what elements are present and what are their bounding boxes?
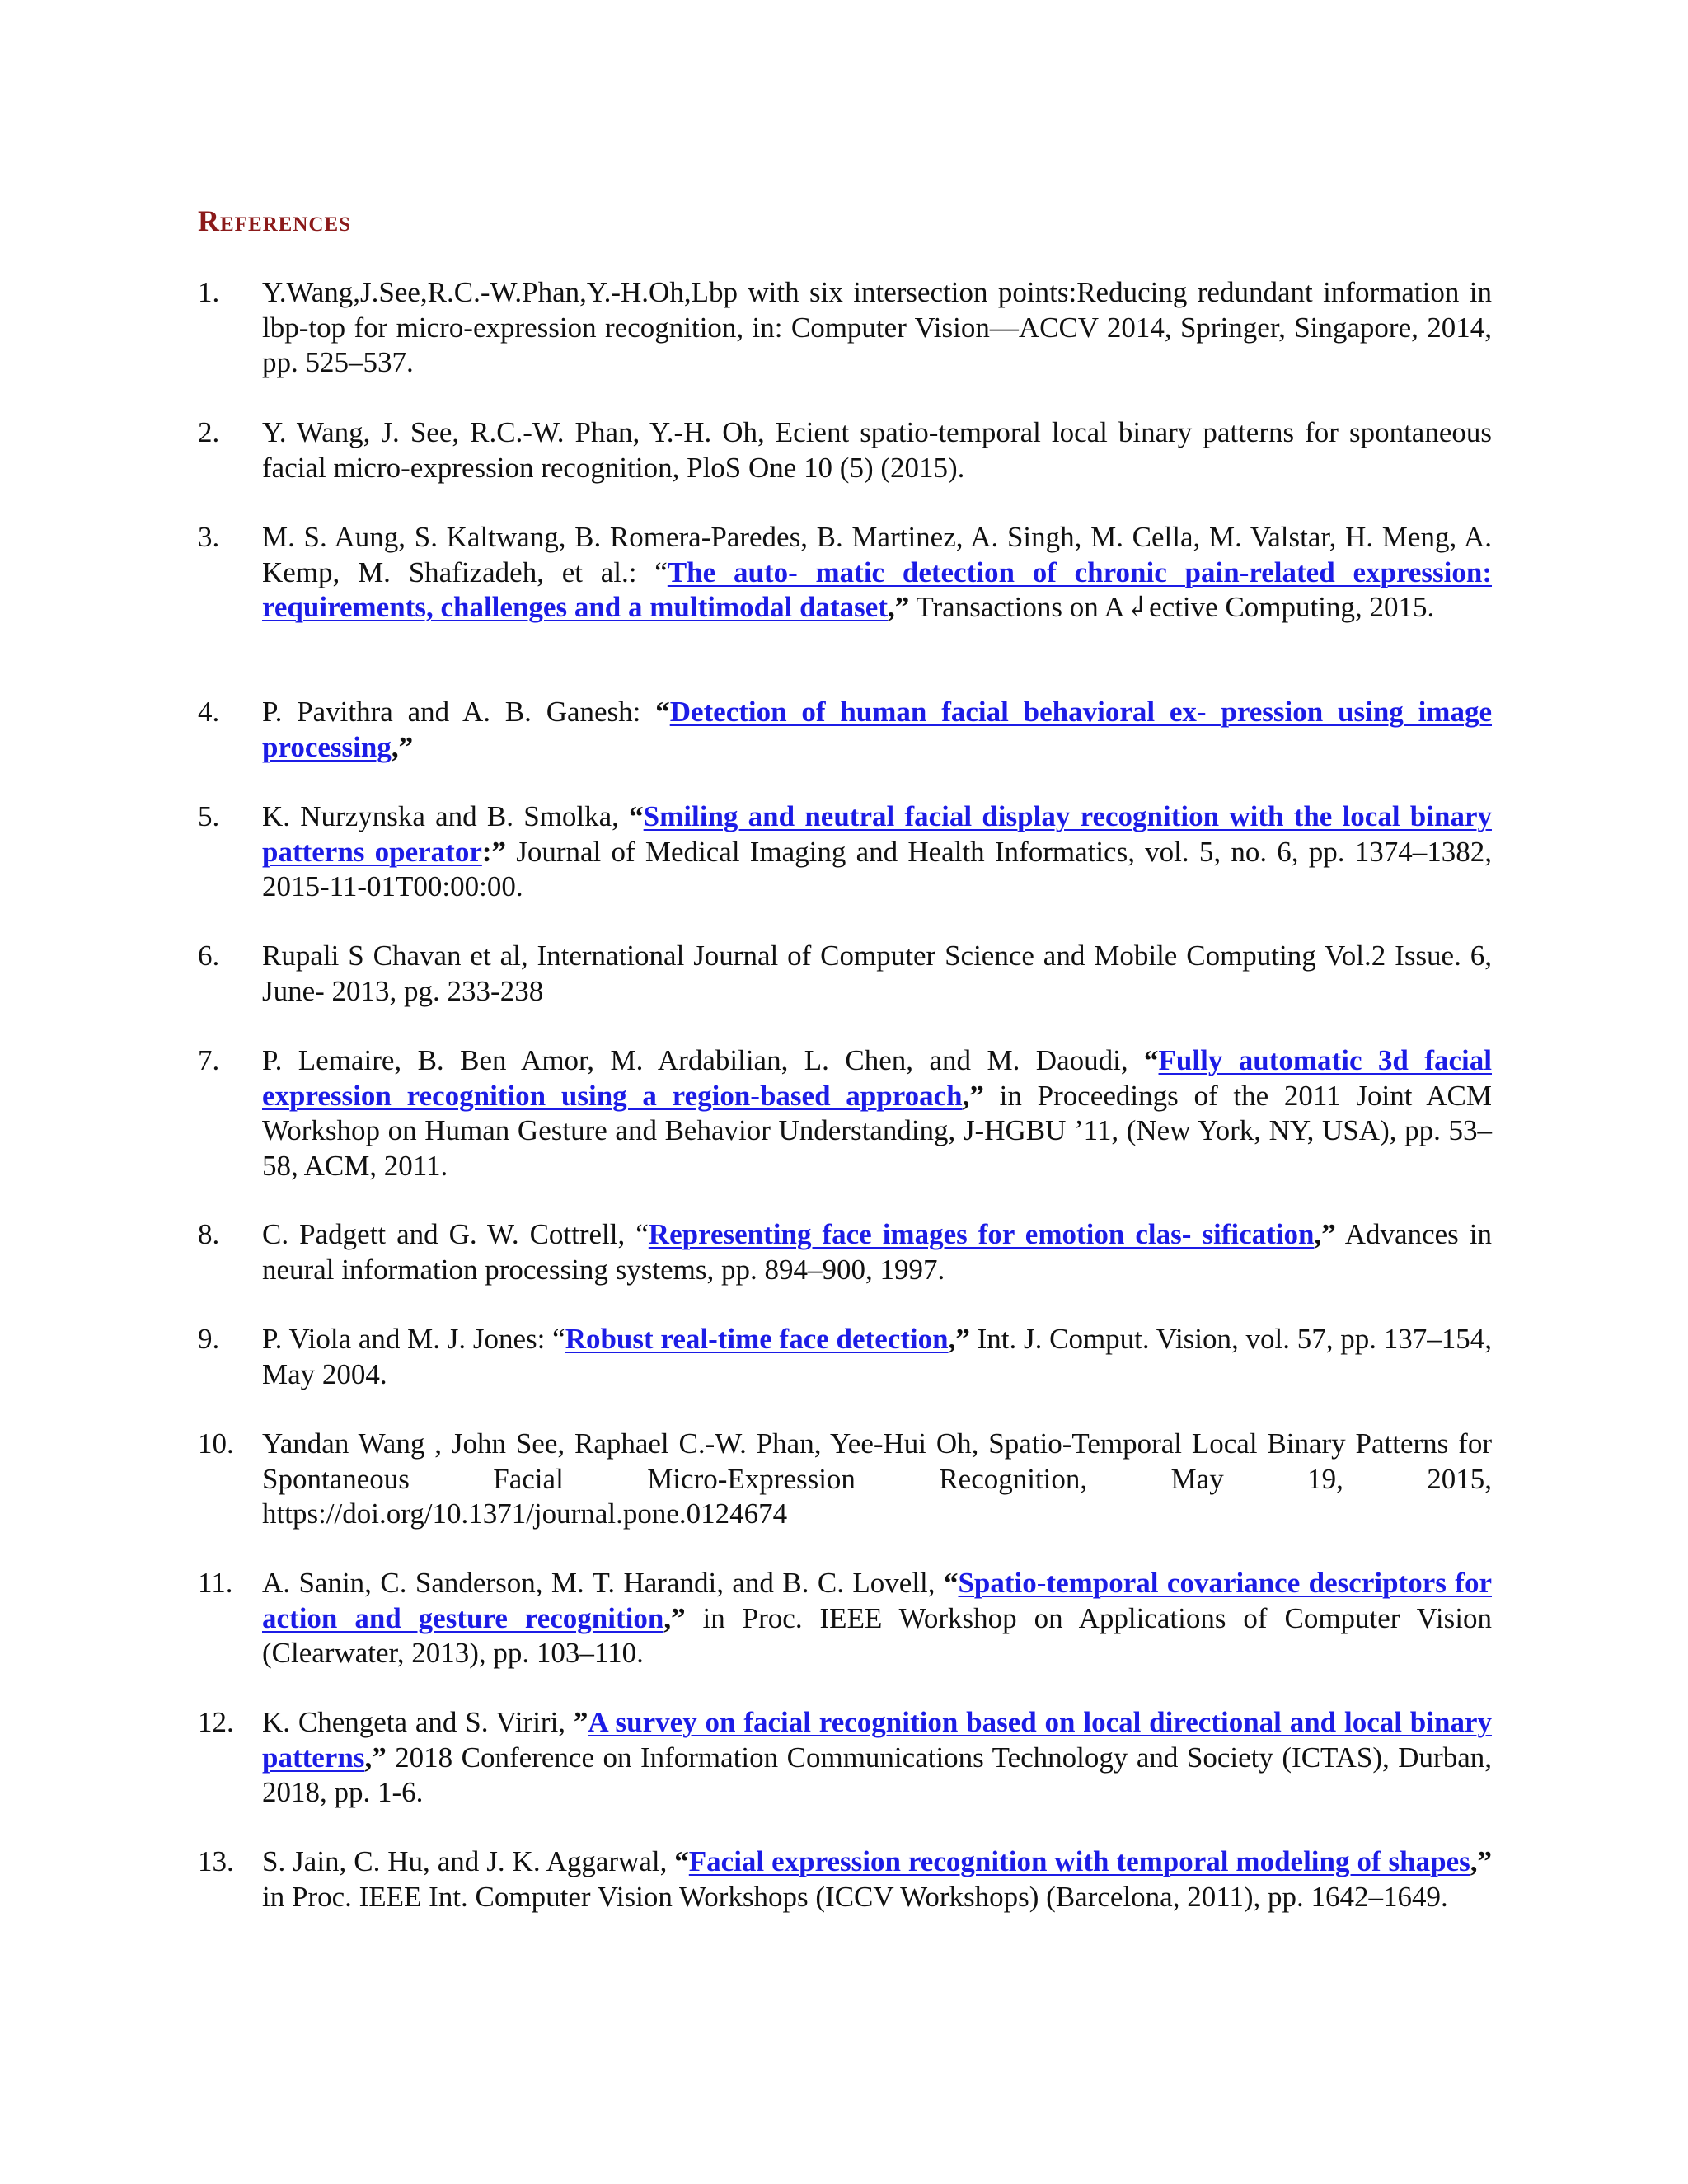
reference-citation: Yandan Wang , John See, Raphael C.-W. Phan, Yee-Hui Oh, Spatio-Temporal Local Binary Patterns for Spontaneous Facial Micro-Expression Recognition, May 19, 2015, https://doi.org/10.1371/journal.pone.0124674 [262,1427,1492,1530]
reference-item [198,275,1492,381]
reference-number: 6. [198,940,220,972]
reference-text [262,939,1492,1009]
closing-quote: ,” [962,1079,984,1112]
reference-item [198,1322,1492,1392]
reference-number: 9. [198,1323,220,1355]
reference-text [262,1217,1492,1287]
reference-number: 8. [198,1218,220,1250]
reference-authors: A. Sanin, C. Sanderson, M. T. Harandi, and B. C. Lovell, [262,1567,944,1599]
opening-quote: “ [1144,1044,1159,1076]
reference-title-link[interactable]: A survey on facial recognition based on local directional and local binary patterns [262,1706,1492,1774]
reference-venue: Advances in neural information processing systems, pp. 894–900, 1997. [262,1218,1493,1286]
reference-item [198,1427,1492,1532]
opening-quote: “ [674,1845,689,1877]
reference-title-link[interactable]: Facial expression recognition with temporal modeling of shapes [688,1845,1470,1877]
reference-venue: in Proc. IEEE Workshop on Applications of Computer Vision (Clearwater, 2013), pp. 103–110. [262,1601,1492,1669]
reference-number: 3. [198,521,220,553]
reference-number: 12. [198,1706,234,1738]
reference-title-link[interactable]: Smiling and neutral facial display recognition with the local binary patterns operator [262,800,1492,868]
reference-text [262,1844,1492,1915]
closing-quote: ,” [364,1741,387,1774]
reference-citation: Rupali S Chavan et al, International Journal of Computer Science and Mobile Computing Vol.2 Issue. 6, June- 2013, pg. 233-238 [262,940,1492,1007]
closing-quote: ,” [391,730,414,763]
reference-title-link[interactable]: Robust real-time face detection [565,1323,949,1355]
reference-citation: Y. Wang, J. See, R.C.-W. Phan, Y.-H. Oh, Ecient spatio-temporal local binary patterns for spontaneous facial micro-expression recognition, PloS One 10 (5) (2015). [262,416,1492,484]
reference-item [198,1217,1492,1287]
reference-venue: Transactions on A↲ective Computing, 2015. [909,591,1435,623]
closing-quote: ,” [1314,1218,1336,1250]
closing-quote: ,” [663,1601,686,1634]
reference-text [262,1043,1492,1183]
reference-venue: in Proceedings of the 2011 Joint ACM Workshop on Human Gesture and Behavior Understanding, J-HGBU ’11, (New York, NY, USA), pp. 53–58, ACM, 2011. [262,1079,1492,1182]
reference-title-link[interactable]: Spatio-temporal covariance descriptors for action and gesture recognition [262,1567,1492,1634]
closing-quote: :” [481,835,507,868]
reference-item [198,415,1492,485]
reference-citation: Y.Wang,J.See,R.C.-W.Phan,Y.-H.Oh,Lbp with six intersection points:Reducing redundant information in lbp-top for micro-expression recognition, in: Computer Vision—ACCV 2014, Springer, Singapore, 2014, pp. 525–537. [262,276,1492,378]
opening-quote: “ [943,1567,959,1599]
reference-title-link[interactable]: The auto- matic detection of chronic pain-related expression: requirements, challenges and a multimodal dataset [262,555,1492,623]
reference-authors: K. Nurzynska and B. Smolka, [262,800,630,832]
reference-number: 10. [198,1427,234,1460]
reference-number: 11. [198,1567,233,1599]
reference-text [262,520,1492,626]
reference-title-link[interactable]: Representing face images for emotion clas- sification [648,1218,1315,1250]
reference-authors: M. S. Aung, S. Kaltwang, B. Romera-Paredes, B. Martinez, A. Singh, M. Cella, M. Valstar, H. Meng, A. Kemp, M. Shafizadeh, et al.: “ [262,521,1492,588]
reference-number: 5. [198,800,220,832]
opening-quote: “ [629,800,644,832]
reference-authors: P. Viola and M. J. Jones: “ [262,1323,565,1355]
reference-number: 13. [198,1845,234,1877]
reference-text [262,799,1492,905]
reference-text [262,415,1492,485]
reference-text [262,1322,1492,1392]
reference-item [198,695,1492,765]
reference-venue: 2018 Conference on Information Communications Technology and Society (ICTAS), Durban, 2018, pp. 1-6. [262,1741,1492,1808]
reference-number: 1. [198,276,220,308]
reference-title-link[interactable]: Detection of human facial behavioral ex- pression using image processing [262,696,1492,763]
reference-item [198,1705,1492,1811]
reference-item [198,799,1492,905]
reference-item [198,1844,1492,1915]
reference-item [198,939,1492,1009]
reference-authors: P. Lemaire, B. Ben Amor, M. Ardabilian, L. Chen, and M. Daoudi, [262,1044,1145,1076]
section-heading: References [198,204,352,237]
reference-authors: P. Pavithra and A. B. Ganesh: [262,696,656,728]
closing-quote: ,” [948,1323,970,1355]
reference-authors: K. Chengeta and S. Viriri, [262,1706,574,1738]
reference-item [198,1043,1492,1183]
reference-authors: C. Padgett and G. W. Cottrell, “ [262,1218,649,1250]
reference-authors: S. Jain, C. Hu, and J. K. Aggarwal, [262,1845,675,1877]
reference-venue: Journal of Medical Imaging and Health Informatics, vol. 5, no. 6, pp. 1374–1382, 2015-11-01T00:00:00. [262,835,1492,902]
reference-item [198,520,1492,626]
reference-text [262,1705,1492,1811]
opening-quote: ” [573,1706,588,1738]
reference-venue: in Proc. IEEE Int. Computer Vision Workshops (ICCV Workshops) (Barcelona, 2011), pp. 1642–1649. [262,1880,1448,1913]
reference-venue: Int. J. Comput. Vision, vol. 57, pp. 137–154, May 2004. [262,1323,1492,1390]
closing-quote: ,” [888,591,910,623]
reference-text [262,275,1492,381]
closing-quote: ,” [1470,1845,1493,1877]
reference-text [262,695,1492,765]
reference-number: 4. [198,696,220,728]
reference-text [262,1427,1492,1532]
reference-item [198,1566,1492,1671]
opening-quote: “ [655,696,670,728]
reference-text [262,1566,1492,1671]
reference-number: 7. [198,1044,220,1076]
reference-number: 2. [198,416,220,448]
reference-title-link[interactable]: Fully automatic 3d facial expression recognition using a region-based approach [262,1044,1492,1112]
